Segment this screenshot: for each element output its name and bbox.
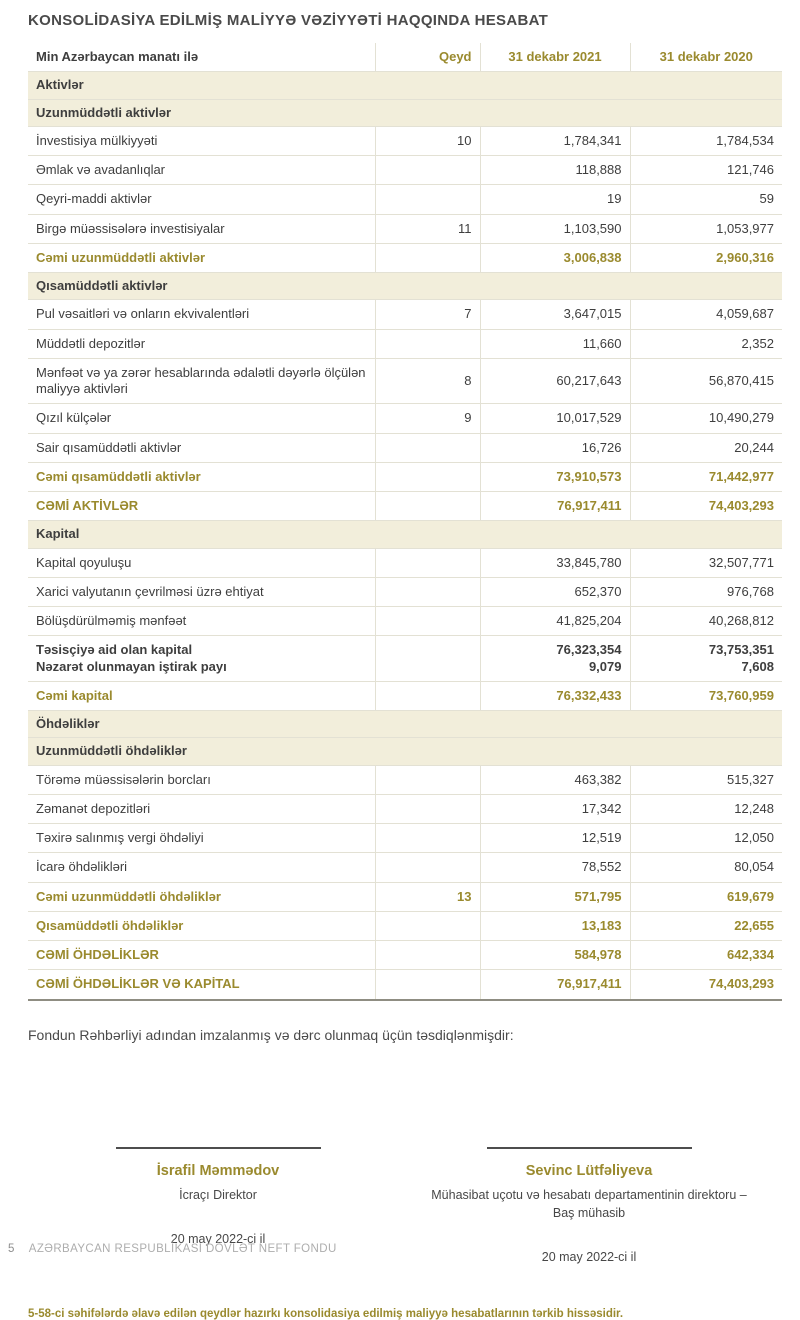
row-note [375, 824, 480, 853]
table-row [28, 185, 782, 214]
section-row [28, 738, 782, 765]
row-note [375, 156, 480, 185]
row-value-2020: 74,403,293 [630, 970, 782, 1000]
row-value-2021: 73,910,573 [480, 462, 630, 491]
row-value-2020: 40,268,812 [630, 607, 782, 636]
row-note [375, 607, 480, 636]
row-value-2020: 1,053,977 [630, 214, 782, 243]
row-value-2021: 1,784,341 [480, 126, 630, 155]
row-value-2020: 121,746 [630, 156, 782, 185]
row-note [375, 433, 480, 462]
row-value-2020: 642,334 [630, 941, 782, 970]
row-value-2021: 76,917,411 [480, 970, 630, 1000]
table-row [28, 824, 782, 853]
row-label: Kapital qoyuluşu [28, 548, 375, 577]
row-value-2021: 76,332,433 [480, 681, 630, 710]
signer-name: İsrafil Məmmədov [156, 1162, 280, 1179]
row-value-2021: 13,183 [480, 911, 630, 940]
row-value-2020: 4,059,687 [630, 300, 782, 329]
table-row [28, 329, 782, 358]
table-row [28, 243, 782, 272]
row-value-2021: 16,726 [480, 433, 630, 462]
row-value-2020: 71,442,977 [630, 462, 782, 491]
row-value-2020: 12,050 [630, 824, 782, 853]
page-title: KONSOLİDASİYA EDİLMİŞ MALİYYƏ VƏZİYYƏTİ HAQQINDA HESABAT [28, 12, 549, 29]
row-value-2020: 10,490,279 [630, 404, 782, 433]
row-value-2021: 463,382 [480, 765, 630, 794]
row-note: 7 [375, 300, 480, 329]
section-label: Uzunmüddətli aktivlər [28, 99, 782, 126]
row-value-2020: 2,960,316 [630, 243, 782, 272]
section-row [28, 711, 782, 738]
table-row [28, 126, 782, 155]
row-note [375, 243, 480, 272]
row-value-2020: 20,244 [630, 433, 782, 462]
row-note [375, 970, 480, 1000]
row-note [375, 853, 480, 882]
section-label: Aktivlər [28, 72, 782, 99]
table-row [28, 765, 782, 794]
row-label: Əmlak və avadanlıqlar [28, 156, 375, 185]
row-label: Mənfəət və ya zərər hesablarında ədalətli dəyərlə ölçülən maliyyə aktivləri [28, 358, 375, 404]
approval-statement: Fondun Rəhbərliyi adından imzalanmış və dərc olunmaq üçün təsdiqlənmişdir: [28, 1026, 514, 1043]
section-row [28, 521, 782, 548]
row-label: Bölüşdürülməmiş mənfəət [28, 607, 375, 636]
row-value-2021: 19 [480, 185, 630, 214]
row-value-2020: 80,054 [630, 853, 782, 882]
signer-title: Mühasibat uçotu və hesabatı departamentinin direktoru – Baş mühasib [431, 1187, 747, 1220]
notes-footnote: 5-58-ci səhifələrdə əlavə edilən qeydlər hazırkı konsolidasiya edilmiş maliyyə hesabatlarının tərkib hissəsidir. [28, 1307, 624, 1320]
signer-title: İcraçı Direktor [179, 1187, 257, 1202]
signature-line-right [487, 1147, 692, 1149]
row-value-2021: 60,217,643 [480, 358, 630, 404]
row-note [375, 941, 480, 970]
row-value-2020: 2,352 [630, 329, 782, 358]
row-note [375, 911, 480, 940]
row-label: Təsisçiyə aid olan kapital Nəzarət olunmayan iştirak payı [28, 636, 375, 682]
row-note: 11 [375, 214, 480, 243]
signer-name: Sevinc Lütfəliyeva [525, 1162, 653, 1179]
row-label: İnvestisiya mülkiyyəti [28, 126, 375, 155]
table-row [28, 607, 782, 636]
row-value-2021: 3,647,015 [480, 300, 630, 329]
signature-right [424, 1147, 754, 1264]
row-label: Qızıl külçələr [28, 404, 375, 433]
table-row [28, 577, 782, 606]
table-row [28, 358, 782, 404]
table-row [28, 404, 782, 433]
table-row [28, 492, 782, 521]
table-row [28, 794, 782, 823]
row-value-2021: 41,825,204 [480, 607, 630, 636]
table-row [28, 941, 782, 970]
table-row [28, 853, 782, 882]
signature-date: 20 may 2022-ci il [170, 1231, 266, 1246]
row-note [375, 548, 480, 577]
table-row [28, 970, 782, 1000]
row-note: 10 [375, 126, 480, 155]
row-note [375, 577, 480, 606]
row-value-2021: 76,917,411 [480, 492, 630, 521]
section-row [28, 72, 782, 99]
row-value-2021: 78,552 [480, 853, 630, 882]
row-value-2021: 652,370 [480, 577, 630, 606]
page-footer [8, 1243, 337, 1255]
row-value-2020: 22,655 [630, 911, 782, 940]
row-value-2021: 118,888 [480, 156, 630, 185]
row-label: Xarici valyutanın çevrilməsi üzrə ehtiyat [28, 577, 375, 606]
row-note [375, 462, 480, 491]
row-note [375, 794, 480, 823]
statement-table [28, 43, 782, 1001]
row-value-2020: 73,760,959 [630, 681, 782, 710]
row-value-2021: 17,342 [480, 794, 630, 823]
row-label: Müddətli depozitlər [28, 329, 375, 358]
table-body [28, 72, 782, 1000]
section-row [28, 99, 782, 126]
table-row [28, 214, 782, 243]
table-row [28, 156, 782, 185]
row-value-2021: 571,795 [480, 882, 630, 911]
row-value-2020: 12,248 [630, 794, 782, 823]
table-row [28, 636, 782, 682]
col-header-2020: 31 dekabr 2020 [630, 43, 782, 72]
row-value-2020: 74,403,293 [630, 492, 782, 521]
row-value-2020: 32,507,771 [630, 548, 782, 577]
row-note [375, 765, 480, 794]
row-value-2020: 1,784,534 [630, 126, 782, 155]
row-value-2021: 3,006,838 [480, 243, 630, 272]
section-label: Qısamüddətli aktivlər [28, 273, 782, 300]
row-note [375, 329, 480, 358]
row-value-2020: 73,753,351 7,608 [630, 636, 782, 682]
row-label: CƏMİ AKTİVLƏR [28, 492, 375, 521]
row-label: CƏMİ ÖHDƏLİKLƏR [28, 941, 375, 970]
row-value-2021: 11,660 [480, 329, 630, 358]
row-label: Təxirə salınmış vergi öhdəliyi [28, 824, 375, 853]
table-row [28, 462, 782, 491]
row-label: Qeyri-maddi aktivlər [28, 185, 375, 214]
section-label: Kapital [28, 521, 782, 548]
table-row [28, 300, 782, 329]
row-value-2021: 12,519 [480, 824, 630, 853]
col-header-caption: Min Azərbaycan manatı ilə [28, 43, 375, 72]
col-header-note: Qeyd [375, 43, 480, 72]
table-row [28, 911, 782, 940]
row-value-2021: 1,103,590 [480, 214, 630, 243]
row-label: Cəmi qısamüddətli aktivlər [28, 462, 375, 491]
table-row [28, 548, 782, 577]
row-note [375, 681, 480, 710]
row-note [375, 185, 480, 214]
row-note: 13 [375, 882, 480, 911]
row-note [375, 636, 480, 682]
row-label: Cəmi uzunmüddətli öhdəliklər [28, 882, 375, 911]
col-header-2021: 31 dekabr 2021 [480, 43, 630, 72]
table-row [28, 882, 782, 911]
row-label: Zəmanət depozitləri [28, 794, 375, 823]
row-note: 9 [375, 404, 480, 433]
section-label: Öhdəliklər [28, 711, 782, 738]
table-row [28, 433, 782, 462]
signature-date: 20 may 2022-ci il [541, 1249, 637, 1264]
signature-line-left [116, 1147, 321, 1149]
row-label: Birgə müəssisələrə investisiyalar [28, 214, 375, 243]
row-value-2020: 59 [630, 185, 782, 214]
section-row [28, 273, 782, 300]
table-header-row [28, 43, 782, 72]
row-value-2020: 515,327 [630, 765, 782, 794]
row-value-2020: 619,679 [630, 882, 782, 911]
row-label: Cəmi kapital [28, 681, 375, 710]
row-value-2021: 10,017,529 [480, 404, 630, 433]
page-number: 5 [8, 1243, 15, 1255]
row-value-2021: 33,845,780 [480, 548, 630, 577]
row-value-2020: 976,768 [630, 577, 782, 606]
row-note: 8 [375, 358, 480, 404]
row-value-2021: 76,323,354 9,079 [480, 636, 630, 682]
row-label: İcarə öhdəlikləri [28, 853, 375, 882]
row-label: CƏMİ ÖHDƏLİKLƏR VƏ KAPİTAL [28, 970, 375, 1000]
footer-organization: AZƏRBAYCAN RESPUBLİKASI DÖVLƏT NEFT FONDU [28, 1243, 337, 1255]
row-value-2020: 56,870,415 [630, 358, 782, 404]
row-label: Qısamüddətli öhdəliklər [28, 911, 375, 940]
row-note [375, 492, 480, 521]
row-label: Cəmi uzunmüddətli aktivlər [28, 243, 375, 272]
row-label: Pul vəsaitləri və onların ekvivalentləri [28, 300, 375, 329]
section-label: Uzunmüddətli öhdəliklər [28, 738, 782, 765]
table-row [28, 681, 782, 710]
row-label: Sair qısamüddətli aktivlər [28, 433, 375, 462]
row-label: Törəmə müəssisələrin borcları [28, 765, 375, 794]
row-value-2021: 584,978 [480, 941, 630, 970]
